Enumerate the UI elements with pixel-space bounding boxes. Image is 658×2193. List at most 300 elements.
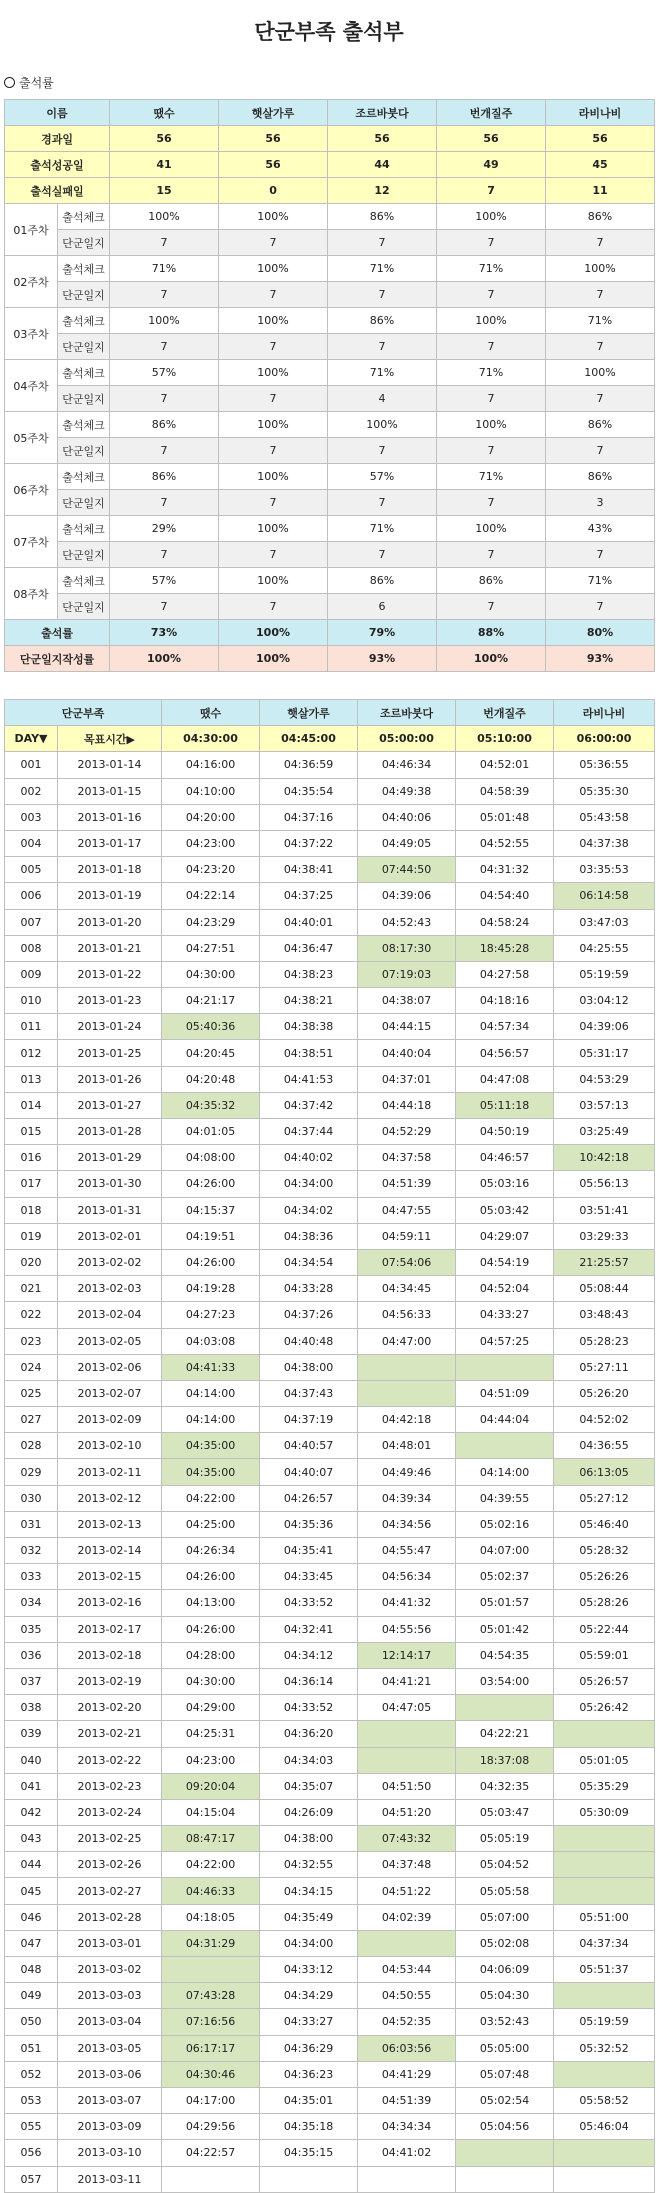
log-row xyxy=(5,1511,655,1537)
log-header-row xyxy=(5,700,655,726)
day-number: 014 xyxy=(5,1092,58,1118)
wakeup-time: 04:58:24 xyxy=(456,909,554,935)
wakeup-time: 04:36:47 xyxy=(260,935,358,961)
log-date: 2013-01-30 xyxy=(58,1171,162,1197)
day-number: 029 xyxy=(5,1459,58,1485)
wakeup-time xyxy=(456,2140,554,2166)
summary-value: 12 xyxy=(328,178,437,204)
diary-label: 단군일지 xyxy=(58,490,110,516)
wakeup-time: 04:23:00 xyxy=(162,1747,260,1773)
wakeup-time: 04:27:58 xyxy=(456,961,554,987)
wakeup-time: 05:26:42 xyxy=(554,1695,655,1721)
diary-value: 7 xyxy=(328,334,437,360)
diary-value: 4 xyxy=(328,386,437,412)
day-number: 003 xyxy=(5,804,58,830)
wakeup-time: 04:38:21 xyxy=(260,988,358,1014)
week-label: 04주차 xyxy=(5,360,58,412)
day-number: 038 xyxy=(5,1695,58,1721)
wakeup-time: 04:57:34 xyxy=(456,1014,554,1040)
wakeup-time: 05:01:57 xyxy=(456,1590,554,1616)
log-row xyxy=(5,1852,655,1878)
wakeup-time: 04:39:55 xyxy=(456,1485,554,1511)
diary-value: 7 xyxy=(328,438,437,464)
log-row xyxy=(5,1040,655,1066)
wakeup-time: 04:08:00 xyxy=(162,1145,260,1171)
day-number: 043 xyxy=(5,1826,58,1852)
wakeup-time: 04:54:19 xyxy=(456,1249,554,1275)
member-header: 번개질주 xyxy=(456,700,554,726)
wakeup-time: 04:15:04 xyxy=(162,1799,260,1825)
wakeup-time: 04:54:35 xyxy=(456,1642,554,1668)
wakeup-time: 04:39:34 xyxy=(358,1485,456,1511)
wakeup-time: 04:35:00 xyxy=(162,1459,260,1485)
wakeup-time: 06:14:58 xyxy=(554,883,655,909)
wakeup-time xyxy=(554,2140,655,2166)
summary-value: 56 xyxy=(437,126,546,152)
log-row xyxy=(5,1459,655,1485)
check-value: 71% xyxy=(437,464,546,490)
wakeup-time: 04:38:36 xyxy=(260,1223,358,1249)
week-diary-row xyxy=(5,490,655,516)
day-number: 007 xyxy=(5,909,58,935)
week-diary-row xyxy=(5,334,655,360)
wakeup-time: 04:33:52 xyxy=(260,1695,358,1721)
wakeup-time xyxy=(162,1957,260,1983)
day-number: 013 xyxy=(5,1066,58,1092)
wakeup-time: 04:27:51 xyxy=(162,935,260,961)
wakeup-time: 07:43:28 xyxy=(162,1983,260,2009)
wakeup-time: 04:37:22 xyxy=(260,830,358,856)
wakeup-time: 04:26:00 xyxy=(162,1171,260,1197)
wakeup-time: 04:56:34 xyxy=(358,1564,456,1590)
wakeup-time: 04:51:22 xyxy=(358,1878,456,1904)
wakeup-time xyxy=(162,2166,260,2192)
wakeup-time: 04:23:00 xyxy=(162,830,260,856)
wakeup-time: 04:58:39 xyxy=(456,778,554,804)
wakeup-time: 04:52:35 xyxy=(358,2009,456,2035)
wakeup-time: 04:51:39 xyxy=(358,2087,456,2113)
week-label: 07주차 xyxy=(5,516,58,568)
wakeup-time xyxy=(554,1878,655,1904)
week-check-row xyxy=(5,412,655,438)
wakeup-time: 04:20:00 xyxy=(162,804,260,830)
wakeup-time: 04:35:00 xyxy=(162,1433,260,1459)
wakeup-time: 04:53:44 xyxy=(358,1957,456,1983)
wakeup-time xyxy=(358,2166,456,2192)
summary-value: 0 xyxy=(219,178,328,204)
wakeup-time xyxy=(358,1930,456,1956)
diary-label: 단군일지 xyxy=(58,230,110,256)
check-value: 100% xyxy=(546,360,655,386)
wakeup-time: 04:47:55 xyxy=(358,1197,456,1223)
summary-value: 15 xyxy=(110,178,219,204)
wakeup-time: 04:18:16 xyxy=(456,988,554,1014)
wakeup-time: 04:35:32 xyxy=(162,1092,260,1118)
diary-label: 단군일지 xyxy=(58,282,110,308)
wakeup-time: 04:14:00 xyxy=(162,1407,260,1433)
wakeup-time: 04:52:04 xyxy=(456,1276,554,1302)
wakeup-time: 04:51:50 xyxy=(358,1773,456,1799)
wakeup-time: 04:07:00 xyxy=(456,1538,554,1564)
wakeup-time: 04:30:00 xyxy=(162,1668,260,1694)
log-row xyxy=(5,2009,655,2035)
wakeup-time: 04:35:54 xyxy=(260,778,358,804)
attendance-rate-row xyxy=(5,620,655,646)
log-date: 2013-02-24 xyxy=(58,1799,162,1825)
wakeup-time: 21:25:57 xyxy=(554,1249,655,1275)
day-number: 017 xyxy=(5,1171,58,1197)
wakeup-time: 04:37:34 xyxy=(554,1930,655,1956)
wakeup-time: 03:04:12 xyxy=(554,988,655,1014)
check-value: 57% xyxy=(328,464,437,490)
summary-row xyxy=(5,126,655,152)
wakeup-time: 04:37:48 xyxy=(358,1852,456,1878)
attendance-rate-value: 100% xyxy=(219,620,328,646)
log-row xyxy=(5,1747,655,1773)
wakeup-time: 04:53:29 xyxy=(554,1066,655,1092)
wakeup-time: 04:29:07 xyxy=(456,1223,554,1249)
check-value: 100% xyxy=(219,256,328,282)
wakeup-time: 08:47:17 xyxy=(162,1826,260,1852)
log-date: 2013-01-19 xyxy=(58,883,162,909)
diary-value: 7 xyxy=(219,282,328,308)
wakeup-time: 05:43:58 xyxy=(554,804,655,830)
day-number: 039 xyxy=(5,1721,58,1747)
diary-rate-value: 100% xyxy=(437,646,546,672)
check-label: 출석체크 xyxy=(58,360,110,386)
log-date: 2013-02-18 xyxy=(58,1642,162,1668)
log-date: 2013-02-14 xyxy=(58,1538,162,1564)
wakeup-time: 05:07:48 xyxy=(456,2061,554,2087)
wakeup-time: 04:33:28 xyxy=(260,1276,358,1302)
log-row xyxy=(5,1354,655,1380)
diary-value: 7 xyxy=(110,542,219,568)
wakeup-time: 04:22:14 xyxy=(162,883,260,909)
diary-value: 7 xyxy=(110,386,219,412)
wakeup-time: 04:37:25 xyxy=(260,883,358,909)
wakeup-time: 05:05:58 xyxy=(456,1878,554,1904)
log-date: 2013-02-22 xyxy=(58,1747,162,1773)
wakeup-time: 04:37:19 xyxy=(260,1407,358,1433)
diary-value: 7 xyxy=(546,334,655,360)
wakeup-time: 04:34:02 xyxy=(260,1197,358,1223)
log-row xyxy=(5,804,655,830)
diary-value: 7 xyxy=(328,542,437,568)
log-date: 2013-03-05 xyxy=(58,2035,162,2061)
wakeup-time: 05:22:44 xyxy=(554,1616,655,1642)
check-value: 100% xyxy=(219,204,328,230)
wakeup-time: 04:35:49 xyxy=(260,1904,358,1930)
day-number: 042 xyxy=(5,1799,58,1825)
wakeup-time: 04:54:40 xyxy=(456,883,554,909)
wakeup-time: 04:59:11 xyxy=(358,1223,456,1249)
log-row xyxy=(5,1721,655,1747)
log-date: 2013-03-09 xyxy=(58,2114,162,2140)
wakeup-time: 04:33:52 xyxy=(260,1590,358,1616)
log-row xyxy=(5,830,655,856)
log-date: 2013-02-26 xyxy=(58,1852,162,1878)
member-header: 조르바붓다 xyxy=(358,700,456,726)
wakeup-time: 04:38:51 xyxy=(260,1040,358,1066)
day-number: 046 xyxy=(5,1904,58,1930)
check-value: 71% xyxy=(546,568,655,594)
log-row xyxy=(5,1328,655,1354)
day-number: 037 xyxy=(5,1668,58,1694)
log-row xyxy=(5,935,655,961)
check-label: 출석체크 xyxy=(58,204,110,230)
log-date: 2013-03-06 xyxy=(58,2061,162,2087)
log-date: 2013-01-27 xyxy=(58,1092,162,1118)
member-header: 땠수 xyxy=(110,100,219,126)
wakeup-time: 05:27:12 xyxy=(554,1485,655,1511)
wakeup-time: 04:17:00 xyxy=(162,2087,260,2113)
wakeup-time: 04:34:00 xyxy=(260,1171,358,1197)
summary-value: 41 xyxy=(110,152,219,178)
wakeup-time: 05:30:09 xyxy=(554,1799,655,1825)
log-row xyxy=(5,1538,655,1564)
check-value: 71% xyxy=(437,256,546,282)
wakeup-time: 04:10:00 xyxy=(162,778,260,804)
check-value: 86% xyxy=(110,464,219,490)
log-date: 2013-01-15 xyxy=(58,778,162,804)
log-row xyxy=(5,1616,655,1642)
wakeup-time: 04:37:26 xyxy=(260,1302,358,1328)
week-check-row xyxy=(5,360,655,386)
check-value: 57% xyxy=(110,360,219,386)
log-row xyxy=(5,778,655,804)
wakeup-time: 04:16:00 xyxy=(162,752,260,778)
wakeup-time xyxy=(554,1721,655,1747)
log-row xyxy=(5,1695,655,1721)
wakeup-time: 04:48:01 xyxy=(358,1433,456,1459)
diary-label: 단군일지 xyxy=(58,386,110,412)
log-row xyxy=(5,1171,655,1197)
log-row xyxy=(5,752,655,778)
log-row xyxy=(5,1197,655,1223)
wakeup-time: 12:14:17 xyxy=(358,1642,456,1668)
week-check-row xyxy=(5,256,655,282)
diary-value: 7 xyxy=(437,542,546,568)
wakeup-time: 04:33:27 xyxy=(260,2009,358,2035)
log-date: 2013-02-01 xyxy=(58,1223,162,1249)
wakeup-time: 05:01:42 xyxy=(456,1616,554,1642)
wakeup-time: 04:40:01 xyxy=(260,909,358,935)
wakeup-time: 04:36:29 xyxy=(260,2035,358,2061)
wakeup-time: 05:03:42 xyxy=(456,1197,554,1223)
wakeup-time: 04:39:06 xyxy=(358,883,456,909)
day-sort-header[interactable]: DAY▼ xyxy=(5,726,58,752)
log-row xyxy=(5,1799,655,1825)
wakeup-time: 04:52:55 xyxy=(456,830,554,856)
wakeup-time: 04:36:20 xyxy=(260,1721,358,1747)
check-value: 100% xyxy=(219,568,328,594)
check-value: 100% xyxy=(219,360,328,386)
wakeup-time: 04:22:00 xyxy=(162,1852,260,1878)
diary-value: 7 xyxy=(437,594,546,620)
week-check-row xyxy=(5,568,655,594)
wakeup-time: 04:50:19 xyxy=(456,1119,554,1145)
diary-value: 7 xyxy=(546,282,655,308)
summary-row-label: 경과일 xyxy=(5,126,110,152)
wakeup-time: 07:44:50 xyxy=(358,857,456,883)
wakeup-time: 04:38:00 xyxy=(260,1826,358,1852)
wakeup-time: 04:34:56 xyxy=(358,1511,456,1537)
day-number: 020 xyxy=(5,1249,58,1275)
log-row xyxy=(5,1066,655,1092)
log-date: 2013-01-22 xyxy=(58,961,162,987)
diary-value: 7 xyxy=(546,386,655,412)
wakeup-time: 04:34:34 xyxy=(358,2114,456,2140)
wakeup-time: 04:25:55 xyxy=(554,935,655,961)
log-date: 2013-01-17 xyxy=(58,830,162,856)
day-number: 051 xyxy=(5,2035,58,2061)
wakeup-time: 04:44:18 xyxy=(358,1092,456,1118)
member-header: 햇살가루 xyxy=(260,700,358,726)
wakeup-time: 07:54:06 xyxy=(358,1249,456,1275)
section-label-text: 출석률 xyxy=(19,76,54,90)
wakeup-time: 05:03:47 xyxy=(456,1799,554,1825)
day-number: 009 xyxy=(5,961,58,987)
wakeup-time: 04:29:00 xyxy=(162,1695,260,1721)
day-number: 018 xyxy=(5,1197,58,1223)
day-number: 006 xyxy=(5,883,58,909)
diary-value: 7 xyxy=(219,438,328,464)
log-date: 2013-01-26 xyxy=(58,1066,162,1092)
diary-rate-value: 93% xyxy=(328,646,437,672)
wakeup-time: 04:40:48 xyxy=(260,1328,358,1354)
day-number: 015 xyxy=(5,1119,58,1145)
log-date: 2013-02-12 xyxy=(58,1485,162,1511)
wakeup-time: 04:42:18 xyxy=(358,1407,456,1433)
wakeup-time: 04:51:20 xyxy=(358,1799,456,1825)
check-value: 100% xyxy=(219,464,328,490)
log-date: 2013-01-21 xyxy=(58,935,162,961)
target-time: 04:45:00 xyxy=(260,726,358,752)
log-date: 2013-02-11 xyxy=(58,1459,162,1485)
wakeup-time xyxy=(358,1747,456,1773)
day-number: 047 xyxy=(5,1930,58,1956)
wakeup-time: 05:02:08 xyxy=(456,1930,554,1956)
wakeup-time: 05:40:36 xyxy=(162,1014,260,1040)
week-diary-row xyxy=(5,386,655,412)
diary-label: 단군일지 xyxy=(58,542,110,568)
member-header: 라비나비 xyxy=(554,700,655,726)
log-date: 2013-02-07 xyxy=(58,1380,162,1406)
check-value: 100% xyxy=(437,516,546,542)
check-value: 29% xyxy=(110,516,219,542)
check-value: 71% xyxy=(546,308,655,334)
wakeup-time: 05:05:00 xyxy=(456,2035,554,2061)
wakeup-time: 04:50:55 xyxy=(358,1983,456,2009)
wakeup-time: 05:35:30 xyxy=(554,778,655,804)
member-header: 햇살가루 xyxy=(219,100,328,126)
attendance-rate-label: 출석률 xyxy=(5,620,110,646)
wakeup-time: 06:03:56 xyxy=(358,2035,456,2061)
wakeup-time: 04:22:57 xyxy=(162,2140,260,2166)
wakeup-time: 05:04:30 xyxy=(456,1983,554,2009)
day-number: 031 xyxy=(5,1511,58,1537)
wakeup-time: 18:45:28 xyxy=(456,935,554,961)
diary-value: 7 xyxy=(546,542,655,568)
wakeup-time: 05:26:57 xyxy=(554,1668,655,1694)
day-number: 002 xyxy=(5,778,58,804)
wakeup-time: 05:11:18 xyxy=(456,1092,554,1118)
week-label: 05주차 xyxy=(5,412,58,464)
wakeup-time xyxy=(456,1433,554,1459)
day-number: 004 xyxy=(5,830,58,856)
wakeup-time: 04:52:43 xyxy=(358,909,456,935)
wakeup-time: 04:52:01 xyxy=(456,752,554,778)
circle-bullet-icon xyxy=(4,77,15,88)
wakeup-time: 04:25:00 xyxy=(162,1511,260,1537)
member-header: 땠수 xyxy=(162,700,260,726)
diary-value: 7 xyxy=(437,438,546,464)
wakeup-time xyxy=(554,2166,655,2192)
wakeup-time: 03:29:33 xyxy=(554,1223,655,1249)
diary-value: 7 xyxy=(110,334,219,360)
log-row xyxy=(5,1564,655,1590)
wakeup-time: 05:46:40 xyxy=(554,1511,655,1537)
attendance-rate-value: 79% xyxy=(328,620,437,646)
wakeup-time: 05:28:23 xyxy=(554,1328,655,1354)
wakeup-time: 03:52:43 xyxy=(456,2009,554,2035)
wakeup-time: 07:16:56 xyxy=(162,2009,260,2035)
wakeup-time: 04:34:54 xyxy=(260,1249,358,1275)
log-date: 2013-01-23 xyxy=(58,988,162,1014)
log-row xyxy=(5,2087,655,2113)
log-row xyxy=(5,1957,655,1983)
check-label: 출석체크 xyxy=(58,516,110,542)
wakeup-time: 04:35:18 xyxy=(260,2114,358,2140)
week-diary-row xyxy=(5,230,655,256)
log-row xyxy=(5,988,655,1014)
day-number: 022 xyxy=(5,1302,58,1328)
log-row xyxy=(5,857,655,883)
wakeup-time: 04:34:00 xyxy=(260,1930,358,1956)
diary-value: 7 xyxy=(437,490,546,516)
check-value: 100% xyxy=(219,516,328,542)
target-time: 05:10:00 xyxy=(456,726,554,752)
log-date: 2013-03-11 xyxy=(58,2166,162,2192)
wakeup-time: 04:26:00 xyxy=(162,1616,260,1642)
diary-rate-row xyxy=(5,646,655,672)
wakeup-time: 05:32:52 xyxy=(554,2035,655,2061)
wakeup-time: 04:52:29 xyxy=(358,1119,456,1145)
wakeup-time: 04:22:00 xyxy=(162,1485,260,1511)
wakeup-time: 05:28:32 xyxy=(554,1538,655,1564)
diary-value: 7 xyxy=(437,334,546,360)
wakeup-time: 04:40:04 xyxy=(358,1040,456,1066)
summary-value: 49 xyxy=(437,152,546,178)
log-date: 2013-03-03 xyxy=(58,1983,162,2009)
day-number: 040 xyxy=(5,1747,58,1773)
attendance-rate-value: 73% xyxy=(110,620,219,646)
wakeup-time: 04:55:56 xyxy=(358,1616,456,1642)
check-value: 57% xyxy=(110,568,219,594)
diary-value: 7 xyxy=(219,230,328,256)
log-row xyxy=(5,1119,655,1145)
wakeup-time: 04:37:01 xyxy=(358,1066,456,1092)
wakeup-time: 04:47:05 xyxy=(358,1695,456,1721)
log-date: 2013-02-06 xyxy=(58,1354,162,1380)
diary-value: 7 xyxy=(328,490,437,516)
day-number: 052 xyxy=(5,2061,58,2087)
diary-value: 7 xyxy=(110,594,219,620)
wakeup-time: 05:26:26 xyxy=(554,1564,655,1590)
wakeup-time: 05:01:05 xyxy=(554,1747,655,1773)
log-row xyxy=(5,1485,655,1511)
log-date: 2013-02-09 xyxy=(58,1407,162,1433)
